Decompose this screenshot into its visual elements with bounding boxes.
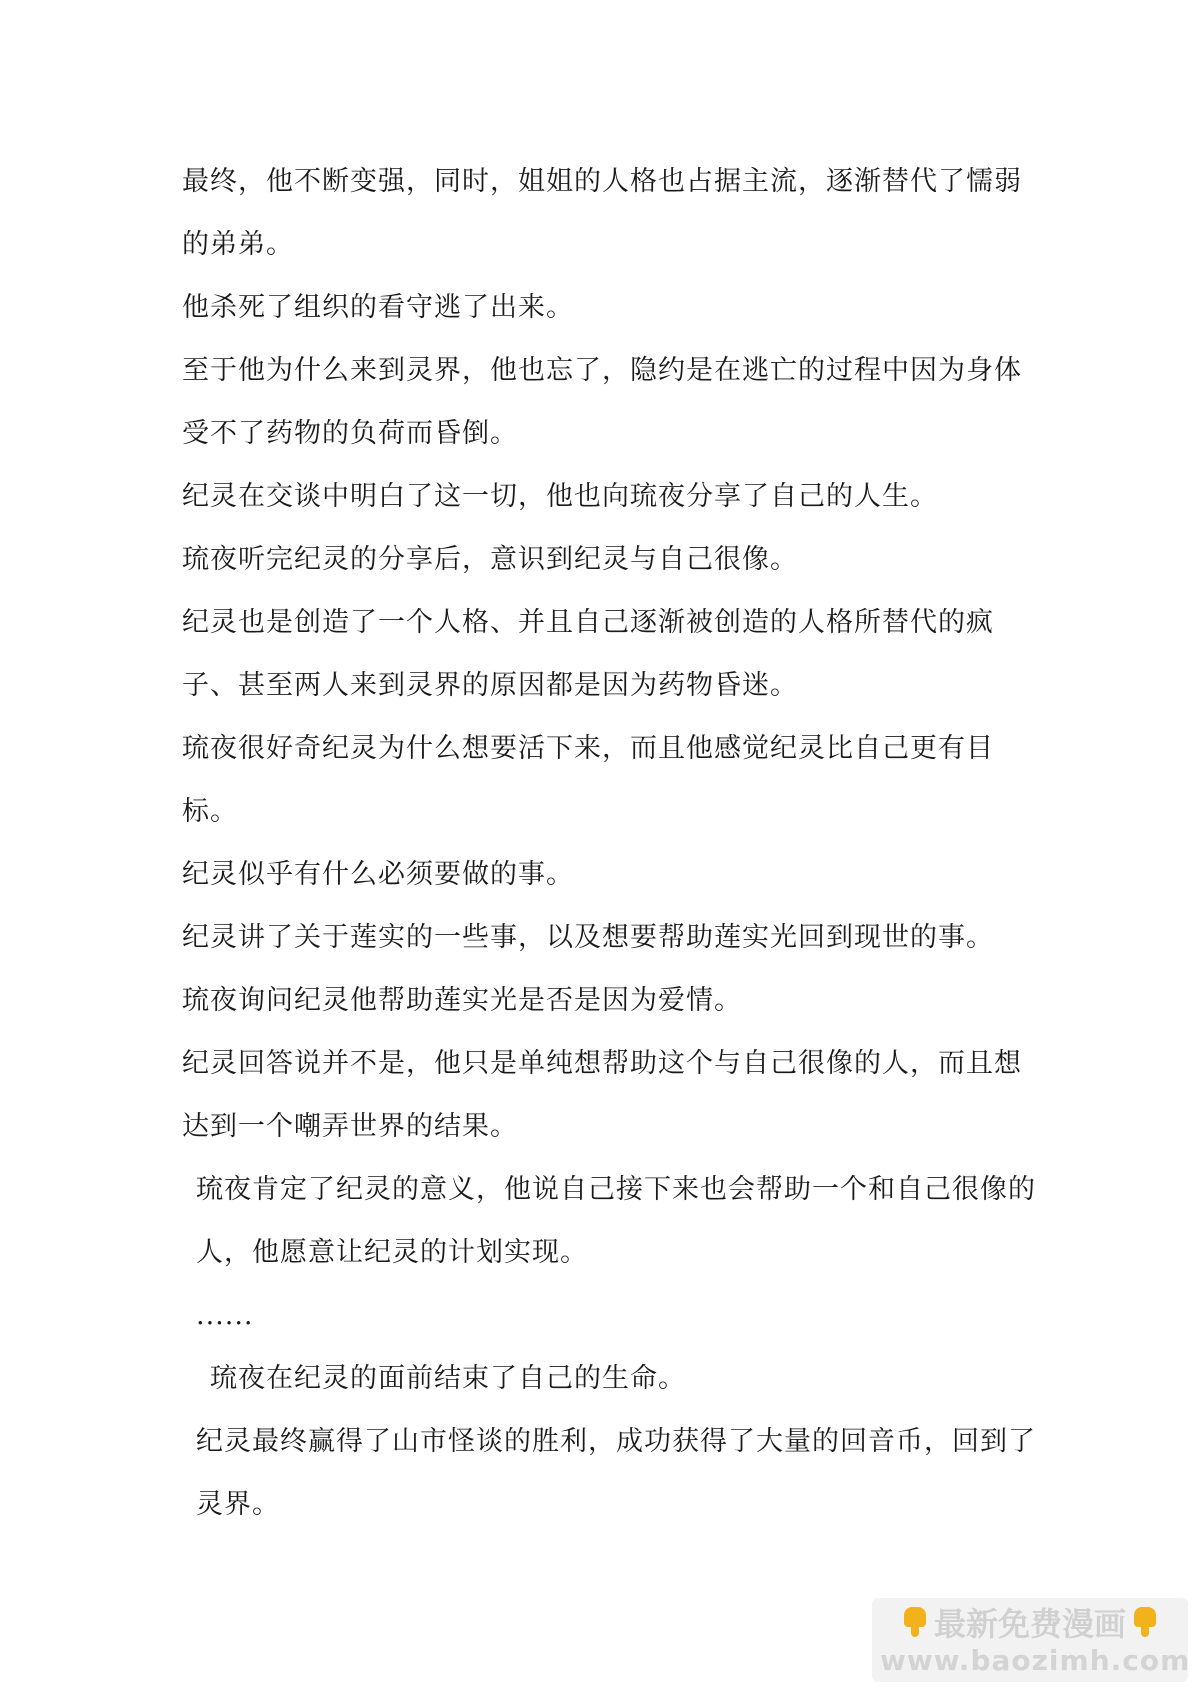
pointing-down-hand-icon <box>900 1605 930 1639</box>
watermark-title-row <box>880 1602 1180 1642</box>
paragraph: 琉夜询问纪灵他帮助莲实光是否是因为爱情。 <box>182 985 742 1016</box>
paragraph: 他杀死了组织的看守逃了出来。 <box>182 292 574 323</box>
paragraph: 最终，他不断变强，同时，姐姐的人格也占据主流，逐渐替代了懦弱的弟弟。 <box>182 166 1022 260</box>
paragraph: 纪灵讲了关于莲实的一些事，以及想要帮助莲实光回到现世的事。 <box>182 922 994 953</box>
pointing-down-hand-icon <box>1130 1605 1160 1639</box>
ellipsis-paragraph: ...... <box>196 1300 254 1331</box>
paragraph: 至于他为什么来到灵界，他也忘了，隐约是在逃亡的过程中因为身体受不了药物的负荷而昏倒。 <box>182 355 1022 449</box>
watermark[interactable] <box>872 1598 1191 1682</box>
paragraph: 纪灵似乎有什么必须要做的事。 <box>182 859 574 890</box>
text-body <box>182 150 1042 1536</box>
watermark-url: www.baozimh.com <box>880 1644 1191 1677</box>
watermark-title: 最新免费漫画 <box>933 1605 1126 1643</box>
paragraph: 纪灵回答说并不是，他只是单纯想帮助这个与自己很像的人，而且想达到一个嘲弄世界的结果。 <box>182 1048 1022 1142</box>
paragraph: 琉夜在纪灵的面前结束了自己的生命。 <box>210 1363 686 1394</box>
paragraph: 纪灵在交谈中明白了这一切，他也向琉夜分享了自己的人生。 <box>182 481 938 512</box>
paragraph: 琉夜听完纪灵的分享后，意识到纪灵与自己很像。 <box>182 544 798 575</box>
paragraph: 琉夜很好奇纪灵为什么想要活下来，而且他感觉纪灵比自己更有目标。 <box>182 733 994 827</box>
paragraph: 琉夜肯定了纪灵的意义，他说自己接下来也会帮助一个和自己很像的人，他愿意让纪灵的计划实现。 <box>196 1174 1036 1268</box>
paragraph: 纪灵也是创造了一个人格、并且自己逐渐被创造的人格所替代的疯子、甚至两人来到灵界的原因都是因为药物昏迷。 <box>182 607 994 701</box>
paragraph: 纪灵最终赢得了山市怪谈的胜利，成功获得了大量的回音币，回到了灵界。 <box>196 1426 1036 1520</box>
